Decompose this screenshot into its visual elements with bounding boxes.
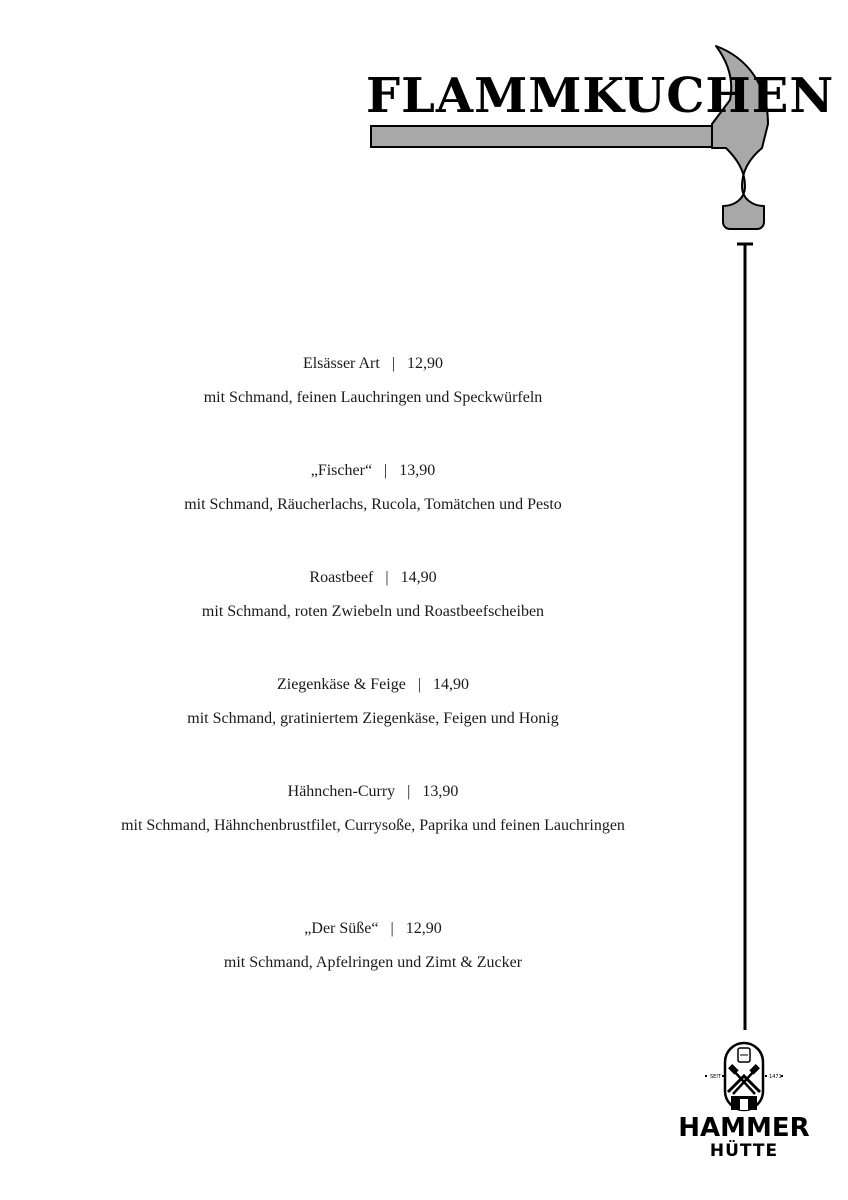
item-name: Elsässer Art [302,355,380,372]
item-description: mit Schmand, feinen Lauchringen und Speckwürfeln [203,389,543,406]
item-name: Hähnchen-Curry [287,783,396,800]
item-price: 12,90 [405,920,442,937]
separator: | [417,676,422,693]
item-description: mit Schmand, gratiniertem Ziegenkäse, Feigen und Honig [187,710,559,727]
item-name: Ziegenkäse & Feige [276,676,406,693]
item-name: „Fischer“ [310,462,373,479]
separator: | [407,783,411,800]
logo-seit-label: SEIT [710,1074,721,1080]
separator: | [390,920,394,937]
item-price: 12,90 [407,355,444,372]
logo-wordmark-line2: HÜTTE [709,1141,779,1161]
item-description: mit Schmand, Hähnchenbrustfilet, Currysoße, Paprika und feinen Lauchringen [121,817,625,834]
item-description: mit Schmand, Apfelringen und Zimt & Zucker [223,954,523,971]
separator: | [385,569,389,586]
separator: | [384,462,388,479]
crossed-hammers-hut-icon [725,1043,763,1110]
logo-year-label: 1471 [769,1074,782,1080]
separator: | [391,355,396,372]
item-description: mit Schmand, roten Zwiebeln und Roastbeefscheiben [201,603,545,620]
item-price: 14,90 [400,569,437,586]
page-title: FLAMMKUCHEN [366,68,835,124]
item-name: Roastbeef [309,569,374,586]
item-price: 14,90 [433,676,470,693]
logo-wordmark-line1: HAMMER [678,1113,810,1143]
item-price: 13,90 [422,783,459,800]
item-name: „Der Süße“ [304,920,379,937]
item-price: 13,90 [399,462,436,479]
item-description: mit Schmand, Räucherlachs, Rucola, Tomätchen und Pesto [184,496,562,513]
